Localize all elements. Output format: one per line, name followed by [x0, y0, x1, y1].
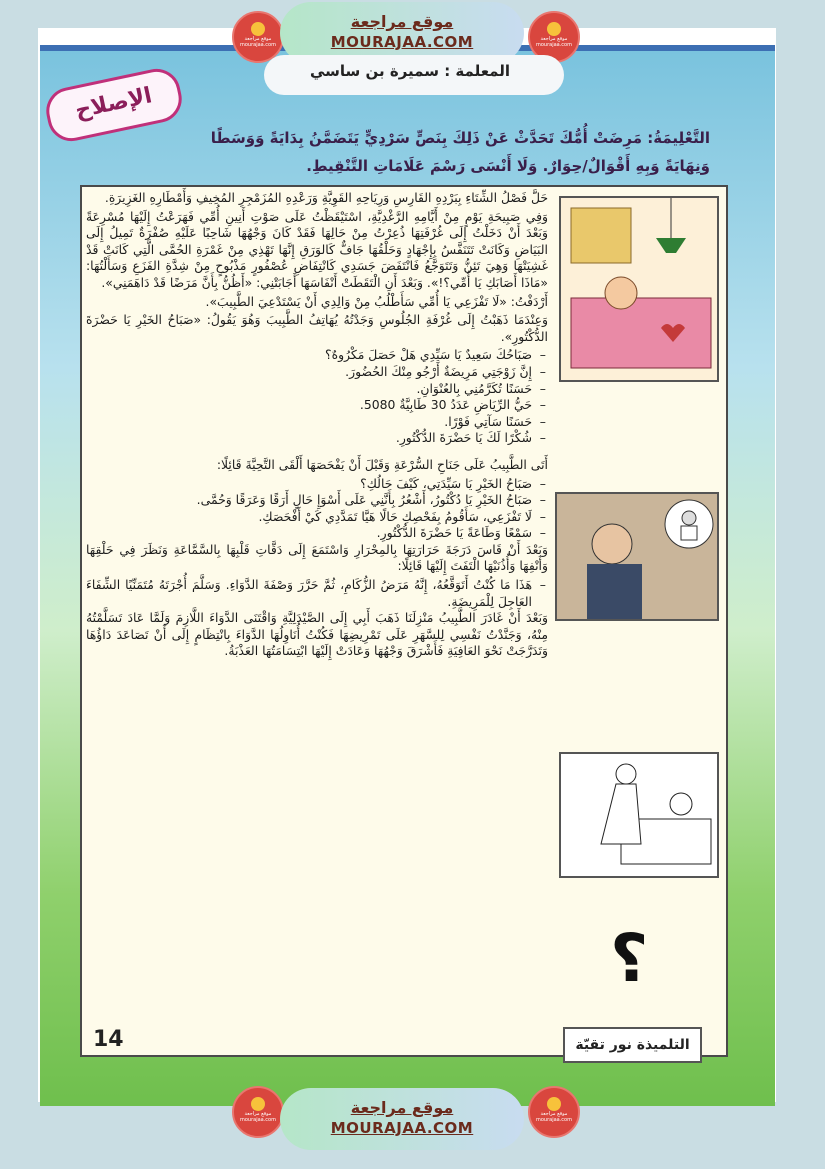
paragraph: حَلَّ فَصْلُ الشِّتَاءِ بِبَرْدِهِ القَارِسِ وَرِيَاحِهِ القَوِيَّةِ وَرَعْدِهِ المُزَمْجِرِ المُخِيفِ وَأَمْطَارِهِ الغَزِيرَةِ.: [104, 190, 548, 205]
student-name-box: التلميذة نور تقيّة: [563, 1027, 702, 1063]
dialog-line: – هَذَا مَا كُنْتُ أَتَوَقَّعُهُ، إِنَّهُ مَرَضُ الزُّكَامِ، ثُمَّ حَرَّرَ وَصْفَةَ الدَّوَاءِ. وَسَلَّمَ أُجْرَتَهُ مُتَمَنِّيًا الشِّفَاءَ العَاجِلَ لِلْمَرِيضَةِ.: [86, 577, 548, 610]
site-logo-right-bottom[interactable]: موقع مراجعة mourajaa.com: [528, 1086, 580, 1138]
paragraph: أَرْدَفْتُ: «لَا تَفْزَعِي يَا أُمِّي سَأَطْلُبُ مِنْ وَالِدِي أَنْ يَسْتَدْعِيَ الطَّبِيبَ».: [205, 293, 548, 309]
page-number: 14: [93, 1027, 124, 1052]
paragraph: وَفِي صَبِيحَةِ يَوْمٍ مِنْ أَيَّامِهِ الرَّغْدِيَّةِ، اسْتَيْقَظْتُ عَلَى صَوْتِ أَنِينِ أُمِّي فَهَرَعْتُ إِلَيْهَا مُسْرِعَةً وَبَعْدَ أَنْ دَخَلْتُ إِلَى غُرْفَتِهَا ذُعِرْتُ مِنْ حَالِهَا فَقَدْ كَانَ وَجْهُهَا شَاحِبًا عَلَيْهِ صُفْرَةٌ تَمِيلُ إِلَى البَيَاضِ وَكَانَتْ تَتَنَفَّسُ بِإِجْهَادٍ وَحَلْقُهَا جَافٌّ كَالوَرَقِ إِنَّهَا تَهْذِي مِنْ غَمْرَةِ الحُمَّى الَّتِي كَانَتْ قَدْ غَشِيَتْهَا وَهِيَ تَئِنُّ وَتَتَوَجَّعُ فَانْتَفَضَ جَسَدِي كَانْتِفَاضِ عُصْفُورٍ مَذْبُوحٍ مِنْ شِدَّةِ الفَزَعِ وَسَأَلْتُهَا: «مَاذَا أَصَابَكِ يَا أُمِّي؟!». وَبَعْدَ أَنِ الْتَقَطَتْ أَنْفَاسَهَا أَجَابَتْنِي: «أَظُنُّ بِأَنَّ مَرَضًا قَدْ دَاهَمَنِي».: [86, 208, 548, 290]
father-phone-illustration: [555, 492, 719, 621]
lightbulb-icon: [547, 22, 561, 36]
story-text: [86, 190, 548, 662]
dialog-line: – حَسَنًا سَآتِي فَوْرًا.: [86, 414, 548, 431]
site-banner-bottom[interactable]: [280, 1088, 524, 1150]
dialog-line: – إِنَّ زَوْجَتِي مَرِيضَةٌ أَرْجُو مِنْكَ الحُضُورَ.: [86, 364, 548, 381]
paragraph: وَعِنْدَمَا ذَهَبْتُ إِلَى غُرْفَةِ الجُلُوسِ وَجَدْتُهُ يُهَاتِفُ الطَّبِيبَ وَهُوَ يَقُولُ: «صَبَاحُ الخَيْرِ يَا حَضْرَةَ الدُّكْتُورِ».: [86, 312, 548, 344]
lightbulb-icon: [547, 1097, 561, 1111]
doctor-examination-illustration: [559, 752, 719, 878]
site-name-latin: MOURAJAA.COM: [330, 33, 474, 51]
site-name-arabic: موقع مراجعة: [350, 1098, 454, 1117]
dialog-line: – صَبَاحُ الخَيْرِ يَا دُكْتُورُ، أَشْعُرُ بِأَنَّنِي عَلَى أَسْوَإِ حَالٍ أَرَقًا وَعَرَقًا وَحُمَّى.: [86, 492, 548, 509]
task-instruction: التَّعْلِيمَةُ: مَرِضَتْ أُمُّكَ تَحَدَّثْ عَنْ ذَلِكَ بِنَصٍّ سَرْدِيٍّ يَتَضَمَّنُ بِدَايَةً وَوَسَطًا وَنِهَايَةً وَبِهِ أَقْوَالٌ/حِوَارٌ. وَلَا أَنْسَى رَسْمَ عَلَامَاتِ التَّنْقِيطِ.: [210, 129, 710, 175]
site-logo-right[interactable]: موقع مراجعة mourajaa.com: [528, 11, 580, 63]
dialog-line: – شُكْرًا لَكَ يَا حَضْرَةَ الدُّكْتُورِ.: [86, 430, 548, 447]
dialog-line: – حَيُّ الرِّيَاضِ عَدَدُ 30 طَابِيَّةٌ 5080.: [86, 397, 548, 414]
dialog-line: – حَسَنًا تُكَرَّمُنِي بِالعُنْوَانِ.: [86, 381, 548, 398]
site-logo-left[interactable]: موقع مراجعة mourajaa.com: [232, 11, 284, 63]
dialog-line: – صَبَاحُ الخَيْرِ يَا سَيِّدَتِي، كَيْفَ حَالُكِ؟: [86, 476, 548, 493]
teacher-name: المعلمة : سميرة بن ساسي: [309, 62, 511, 80]
dialog-line: – سَمْعًا وَطَاعَةً يَا حَضْرَةَ الدُّكْتُورِ.: [86, 525, 548, 542]
paragraph: وَبَعْدَ أَنْ غَادَرَ الطَّبِيبُ مَنْزِلَنَا ذَهَبَ أَبِي إِلَى الصَّيْدَلِيَّةِ وَاقْتَنَى الدَّوَاءَ اللَّازِمَ وَلَمَّا عَادَ تَسَلَّمْتُهُ مِنْهُ، وَجَنَّدْتُ نَفْسِي لِلسَّهَرِ عَلَى تَمْرِيضِهَا فَكُنْتُ أُنَاوِلُهَا الدَّوَاءَ بِانْتِظَامٍ إِلَى أَنْ تَصَاعَدَ دَاؤُهَا وَتَدَرَّجَتْ نَحْوَ العَافِيَةِ فَأَشْرَقَ وَجْهُهَا وَعَادَتْ إِلَيْهَا ابْتِسَامَتُهَا العَذْبَةُ.: [86, 610, 548, 659]
site-name-arabic: موقع مراجعة: [350, 12, 454, 31]
dialog-line: – لَا تَفْزَعِي، سَأَقُومُ بِفَحْصِكِ حَالًا هَيَّا تَمَدَّدِي كَيْ أَفْحَصَكِ.: [86, 509, 548, 526]
question-mark: ؟: [610, 920, 649, 997]
site-name-latin: MOURAJAA.COM: [330, 1119, 474, 1137]
paragraph: وَبَعْدَ أَنْ قَاسَ دَرَجَةَ حَرَارَتِهَا بِالمِحْرَارِ وَاسْتَمَعَ إِلَى دَقَّاتِ قَلْبِهَا بِالسَّمَّاعَةِ وَنَظَرَ فِي حَلْقِهَا وَأَنْفِهَا وَأُذُنَيْهَا الْتَفَتَ إِلَيْهَا قَائِلًا:: [86, 541, 548, 574]
dialog-line: – صَبَاحُكَ سَعِيدٌ يَا سَيِّدِي هَلْ حَصَلَ مَكْرُوهٌ؟: [86, 347, 548, 364]
lightbulb-icon: [251, 1097, 265, 1111]
sick-mother-illustration: [559, 196, 719, 382]
lightbulb-icon: [251, 22, 265, 36]
site-logo-left-bottom[interactable]: موقع مراجعة mourajaa.com: [232, 1086, 284, 1138]
correction-badge: الإصلاح: [42, 64, 186, 145]
paragraph: أَتَى الطَّبِيبُ عَلَى جَنَاحِ السُّرْعَةِ وَقَبْلَ أَنْ يَفْحَصَهَا أَلْقَى التَّحِيَّةَ قَائِلًا:: [216, 456, 548, 472]
